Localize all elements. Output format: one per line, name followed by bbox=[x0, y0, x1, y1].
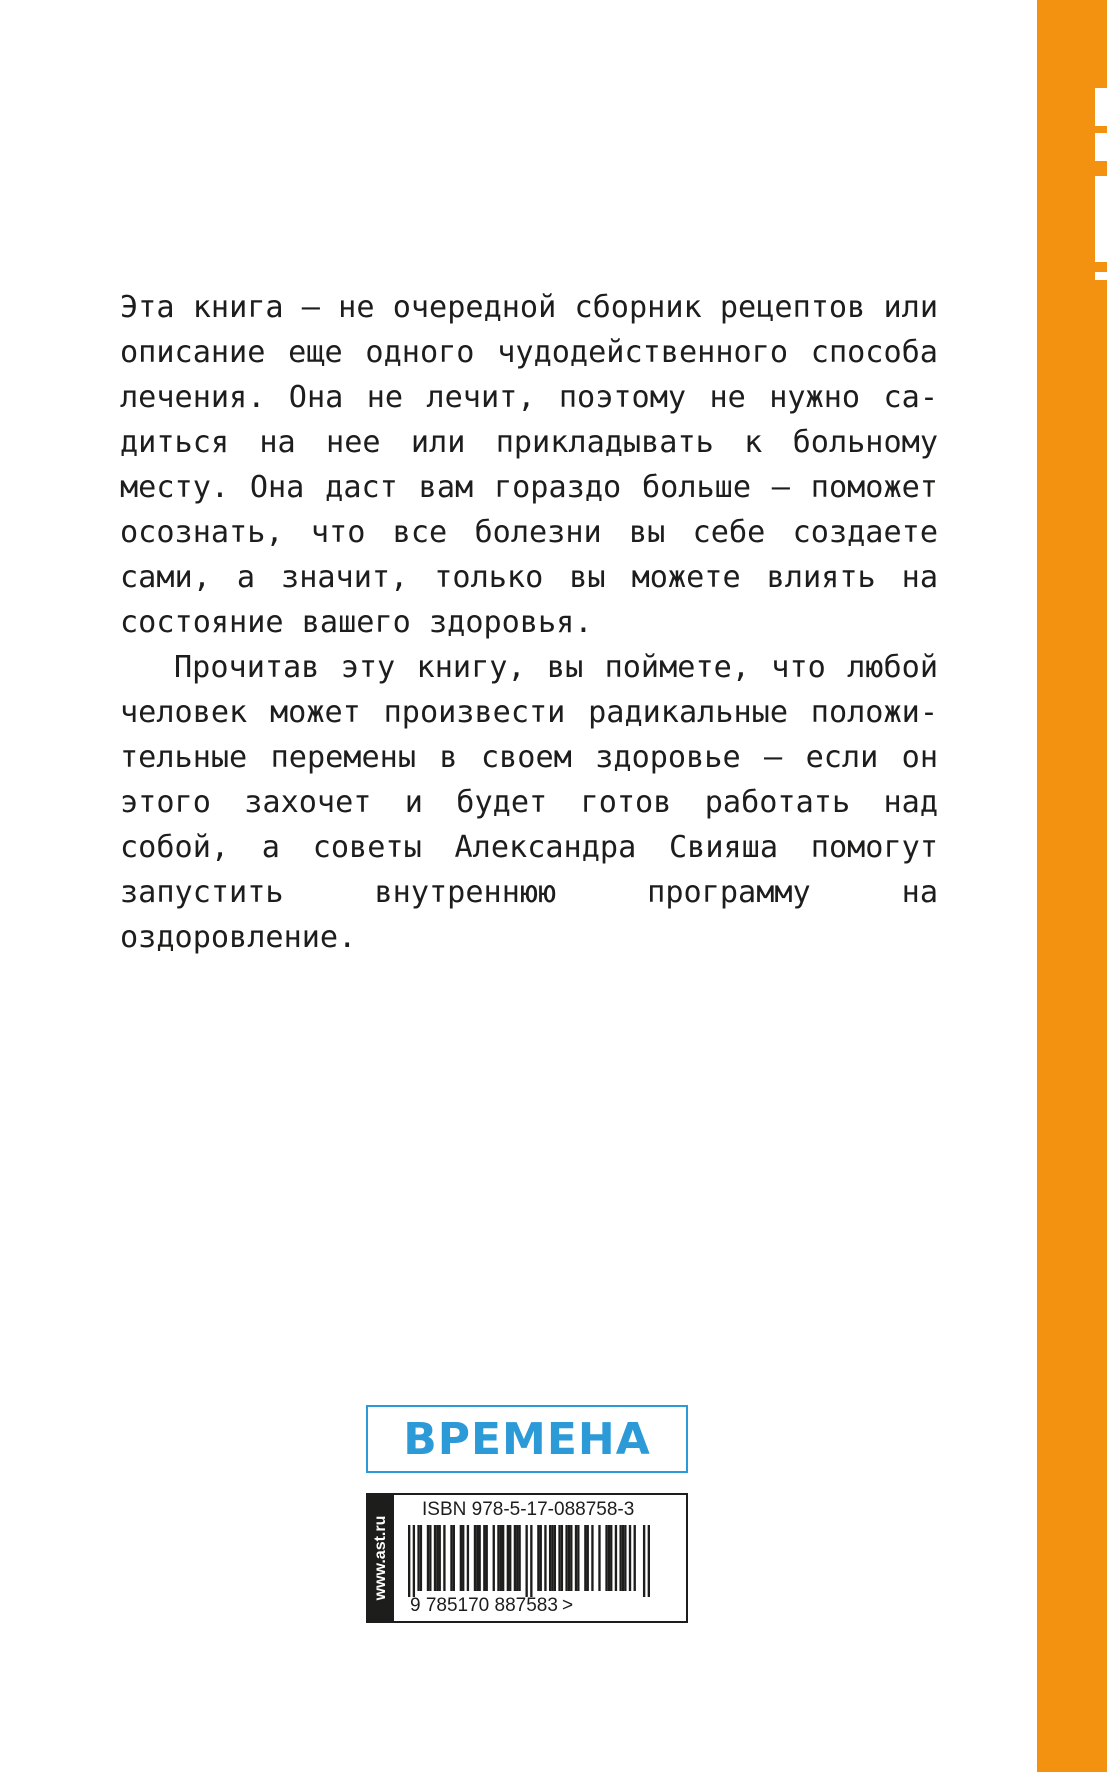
barcode-bar bbox=[493, 1525, 495, 1591]
isbn-number: ISBN 978-5-17-088758-3 bbox=[422, 1499, 635, 1520]
barcode-bar bbox=[584, 1525, 586, 1591]
barcode-bar bbox=[643, 1525, 645, 1597]
website-strip bbox=[368, 1495, 394, 1621]
barcode-bar bbox=[417, 1525, 419, 1591]
barcode-bar bbox=[549, 1525, 551, 1591]
barcode-bar bbox=[540, 1525, 542, 1591]
barcode-bar bbox=[525, 1525, 527, 1597]
publisher-logo bbox=[366, 1405, 688, 1473]
barcode-bar bbox=[598, 1525, 600, 1591]
barcode-bar bbox=[507, 1525, 509, 1591]
barcode-bar bbox=[467, 1525, 469, 1591]
barcode-bar bbox=[624, 1525, 626, 1591]
barcode-bar bbox=[551, 1525, 553, 1591]
barcode-bar bbox=[408, 1525, 410, 1597]
barcode-bar bbox=[530, 1525, 532, 1597]
spine-title-fragment bbox=[1095, 176, 1107, 262]
barcode-bar bbox=[434, 1525, 436, 1591]
barcode-bar bbox=[565, 1525, 567, 1591]
barcode-bar bbox=[634, 1525, 636, 1591]
barcode-bar bbox=[462, 1525, 464, 1591]
barcode-bar bbox=[436, 1525, 438, 1591]
barcode-bar bbox=[561, 1525, 563, 1591]
back-cover-blurb bbox=[120, 285, 938, 960]
website-url: www.ast.ru bbox=[372, 1515, 389, 1601]
spine-title-fragment bbox=[1095, 88, 1107, 126]
barcode-bar bbox=[622, 1525, 624, 1591]
barcode-bar bbox=[497, 1525, 499, 1591]
barcode-bar bbox=[514, 1525, 516, 1591]
spine-title-fragment bbox=[1095, 272, 1107, 280]
barcode-bar bbox=[587, 1525, 589, 1591]
barcode-bar bbox=[453, 1525, 455, 1591]
publisher-logo-text: ВРЕМЕНА bbox=[403, 1413, 651, 1465]
spine-title-fragment bbox=[1095, 133, 1107, 161]
barcode-bar bbox=[610, 1525, 612, 1591]
barcode-bar bbox=[516, 1525, 518, 1591]
barcode-bar bbox=[474, 1525, 476, 1591]
barcode-bar bbox=[558, 1525, 560, 1591]
barcode-bar bbox=[615, 1525, 617, 1591]
barcode-bar bbox=[429, 1525, 431, 1591]
barcode-bar bbox=[605, 1525, 607, 1591]
barcode-bar bbox=[443, 1525, 445, 1591]
barcode-bar bbox=[439, 1525, 441, 1591]
barcode-bar bbox=[575, 1525, 577, 1591]
barcode-bar bbox=[420, 1525, 422, 1591]
barcode-bar bbox=[577, 1525, 579, 1591]
isbn-barcode-block bbox=[366, 1493, 688, 1623]
barcode-bar bbox=[460, 1525, 462, 1591]
ean-digit-string: 9 785170 887583 bbox=[410, 1595, 558, 1616]
blurb-paragraph: Эта книга — не очередной сборник рецептов или описание еще одного чудодейственного способа лечения. Она не лечит, поэтому не нужно садиться на нее или прикладывать к больному месту. Она даст вам гораздо больше — поможет осознать, что все болезни вы себе создаете сами, а значит, только вы можете влиять на состояние вашего здоровья. bbox=[120, 290, 938, 640]
barcode bbox=[408, 1525, 650, 1597]
barcode-bar bbox=[427, 1525, 429, 1591]
barcode-bar bbox=[537, 1525, 539, 1591]
barcode-bar bbox=[518, 1525, 520, 1591]
book-spine bbox=[1037, 0, 1107, 1772]
barcode-bar bbox=[486, 1525, 488, 1591]
barcode-bar bbox=[483, 1525, 485, 1591]
barcode-bar bbox=[648, 1525, 650, 1597]
barcode-bar bbox=[591, 1525, 593, 1591]
barcode-bar bbox=[568, 1525, 570, 1591]
barcode-bar bbox=[478, 1525, 480, 1591]
ean-digits bbox=[410, 1595, 680, 1617]
barcode-bar bbox=[476, 1525, 478, 1591]
barcode-bar bbox=[554, 1525, 556, 1591]
barcode-bar bbox=[450, 1525, 452, 1591]
barcode-bar bbox=[619, 1525, 621, 1591]
barcode-bar bbox=[509, 1525, 511, 1591]
barcode-bar bbox=[502, 1525, 504, 1591]
barcode-bar bbox=[413, 1525, 415, 1597]
barcode-bar bbox=[544, 1525, 546, 1591]
barcode-bar bbox=[608, 1525, 610, 1591]
blurb-paragraph: Прочитав эту книгу, вы поймете, что любой человек может произвести радикальные положительные перемены в своем здоровье — если он этого захочет и будет готов работать над собой, а советы Александра Свияша помогут запустить внутреннюю программу на оздоровление. bbox=[120, 650, 938, 955]
barcode-bar bbox=[629, 1525, 631, 1591]
barcode-bar bbox=[500, 1525, 502, 1591]
ean-quiet-zone-mark: > bbox=[561, 1595, 574, 1616]
barcode-bar bbox=[570, 1525, 572, 1591]
